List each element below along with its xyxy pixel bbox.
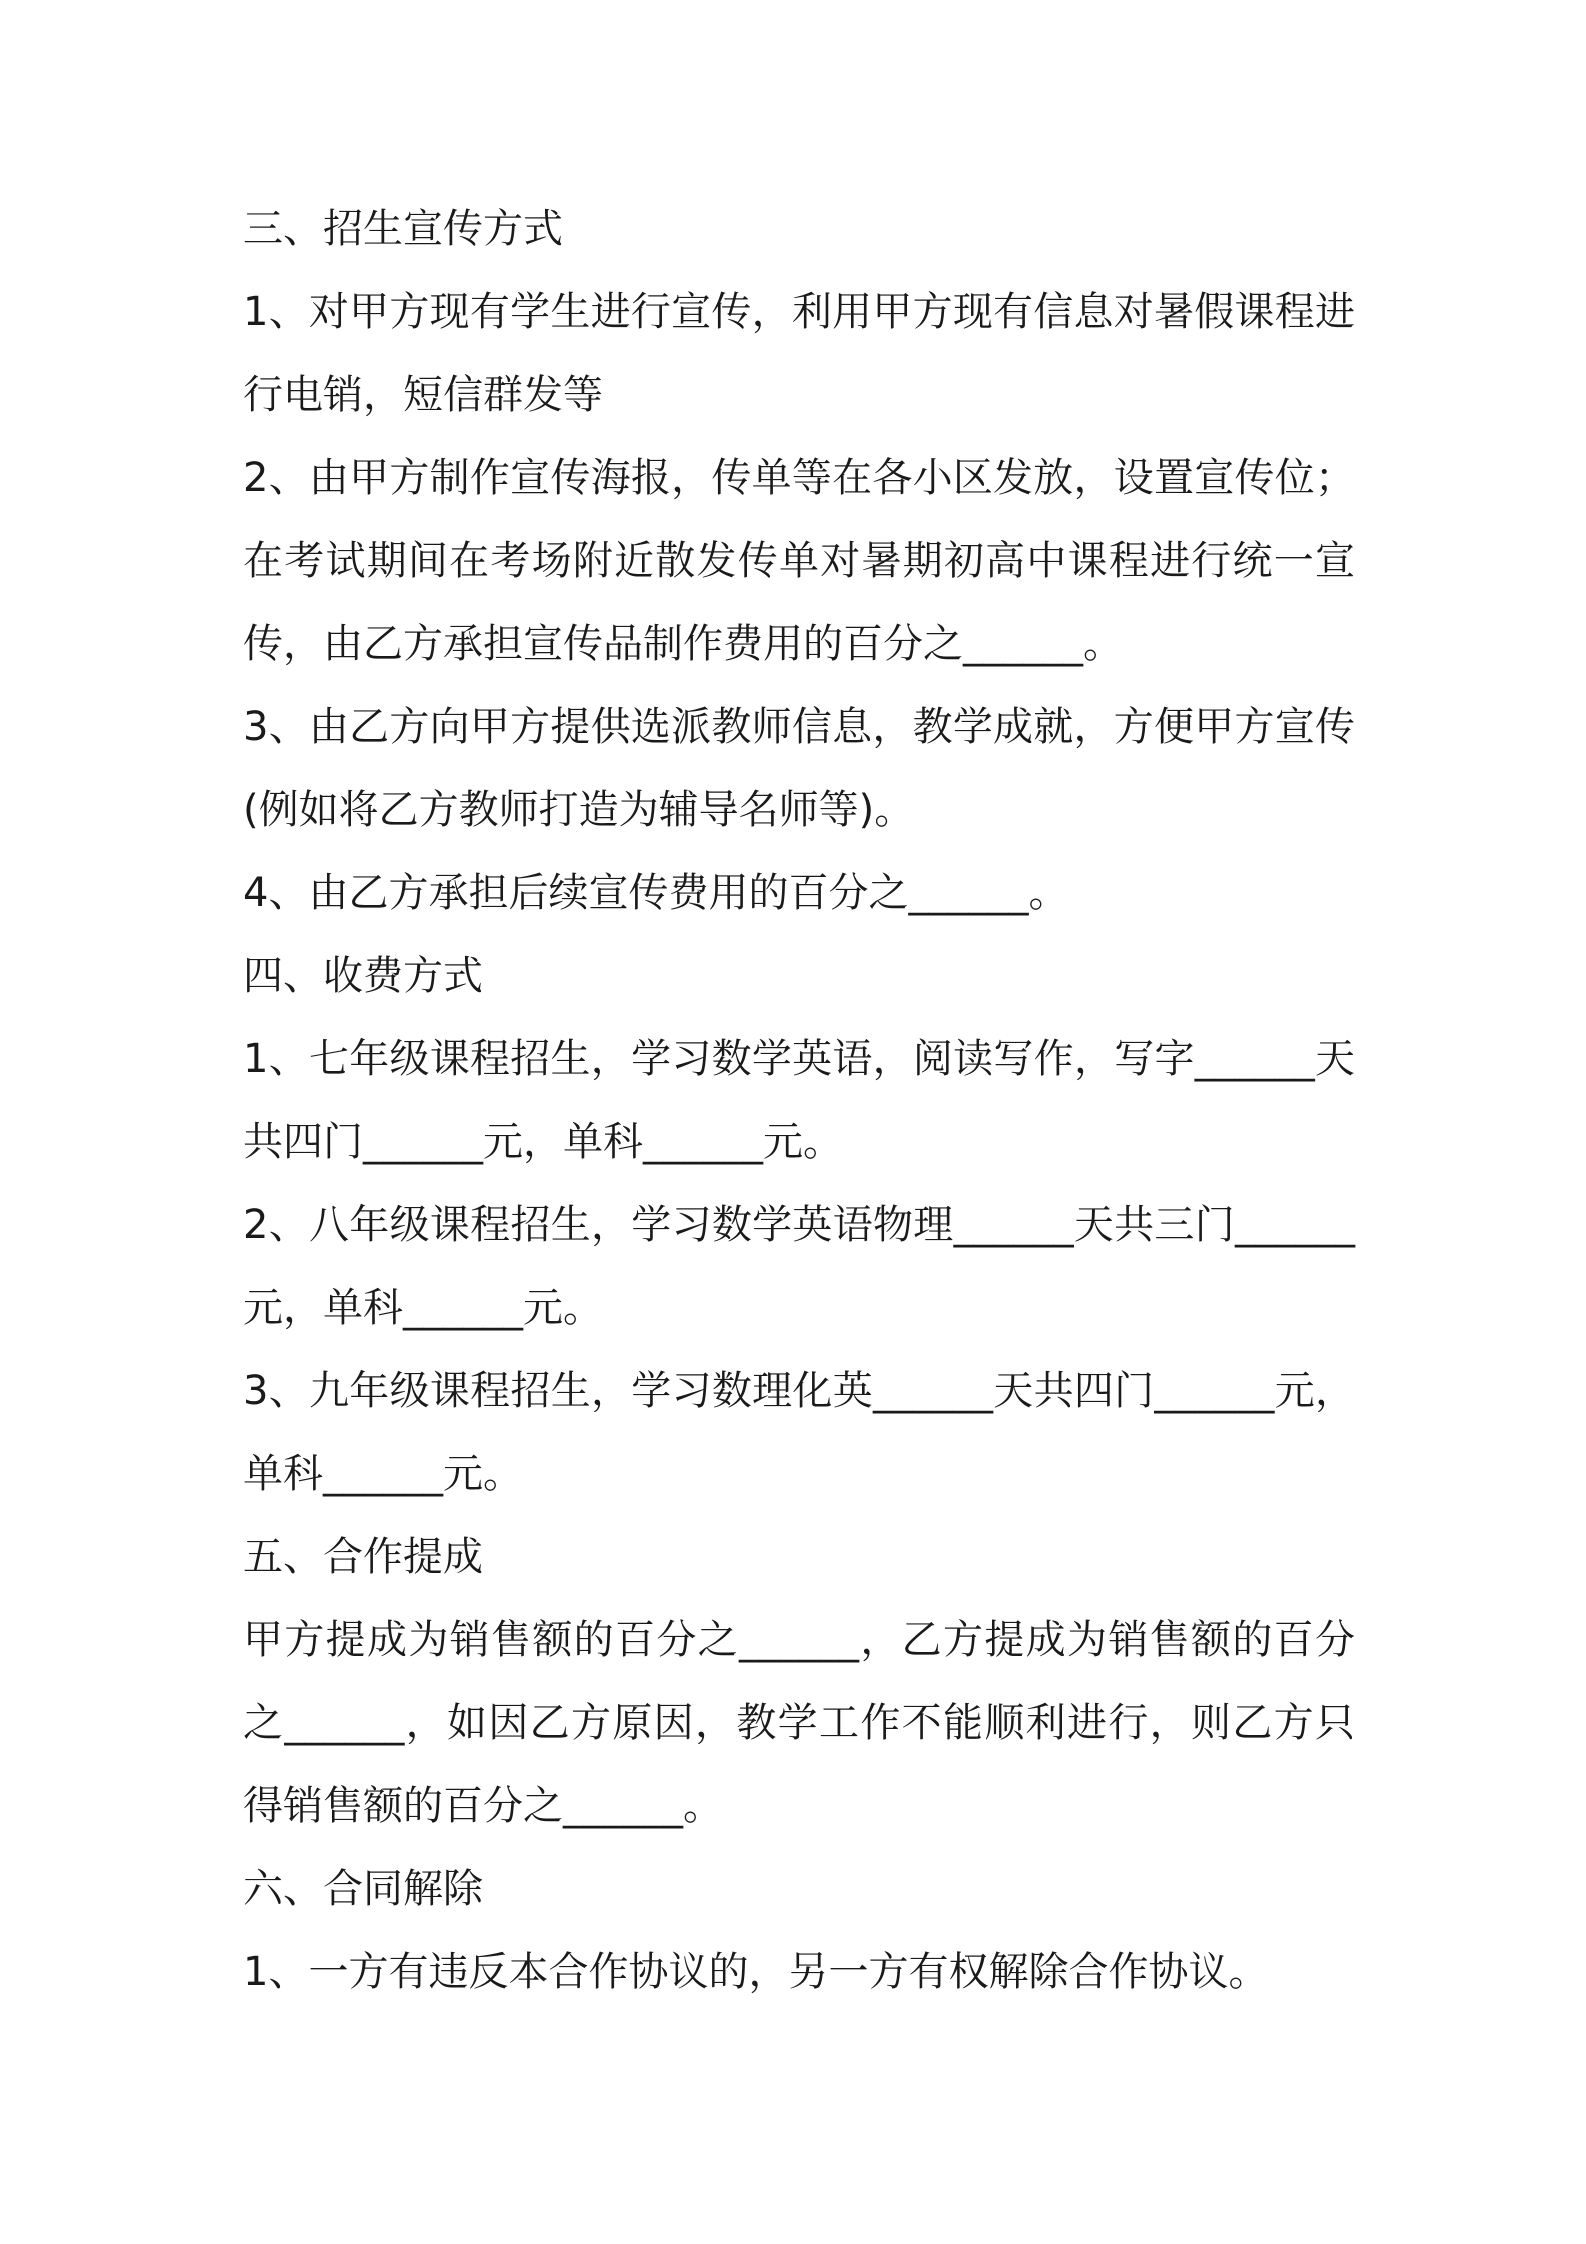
section-heading-contract-termination: 六、合同解除 <box>243 1866 483 1912</box>
promotion-item-2: 2、由甲方制作宣传海报，传单等在各小区发放，设置宣传位；在考试期间在考场附近散发传单对暑期初高中课程进行统一宣传，由乙方承担宣传品制作费用的百分之______。 <box>243 455 1355 667</box>
fee-item-grade-7: 1、七年级课程招生，学习数学英语，阅读写作，写字______天共四门______元，单科______元。 <box>243 1036 1355 1165</box>
section-heading-recruitment-promotion: 三、招生宣传方式 <box>243 206 563 252</box>
section-heading-fee-method: 四、收费方式 <box>243 953 483 999</box>
fee-item-grade-9: 3、九年级课程招生，学习数理化英______天共四门______元，单科______元。 <box>243 1368 1355 1497</box>
promotion-item-4: 4、由乙方承担后续宣传费用的百分之______。 <box>243 870 1069 916</box>
commission-paragraph: 甲方提成为销售额的百分之______，乙方提成为销售额的百分之______，如因乙方原因，教学工作不能顺利进行，则乙方只得销售额的百分之______。 <box>243 1617 1355 1829</box>
promotion-item-3: 3、由乙方向甲方提供选派教师信息，教学成就，方便甲方宣传(例如将乙方教师打造为辅导名师等)。 <box>243 704 1355 833</box>
document-body <box>243 188 1355 2014</box>
section-heading-commission: 五、合作提成 <box>243 1534 483 1580</box>
termination-item-1: 1、一方有违反本合作协议的，另一方有权解除合作协议。 <box>243 1949 1269 1995</box>
fee-item-grade-8: 2、八年级课程招生，学习数学英语物理______天共三门______元，单科______元。 <box>243 1202 1355 1331</box>
promotion-item-1: 1、对甲方现有学生进行宣传，利用甲方现有信息对暑假课程进行电销，短信群发等 <box>243 289 1355 418</box>
